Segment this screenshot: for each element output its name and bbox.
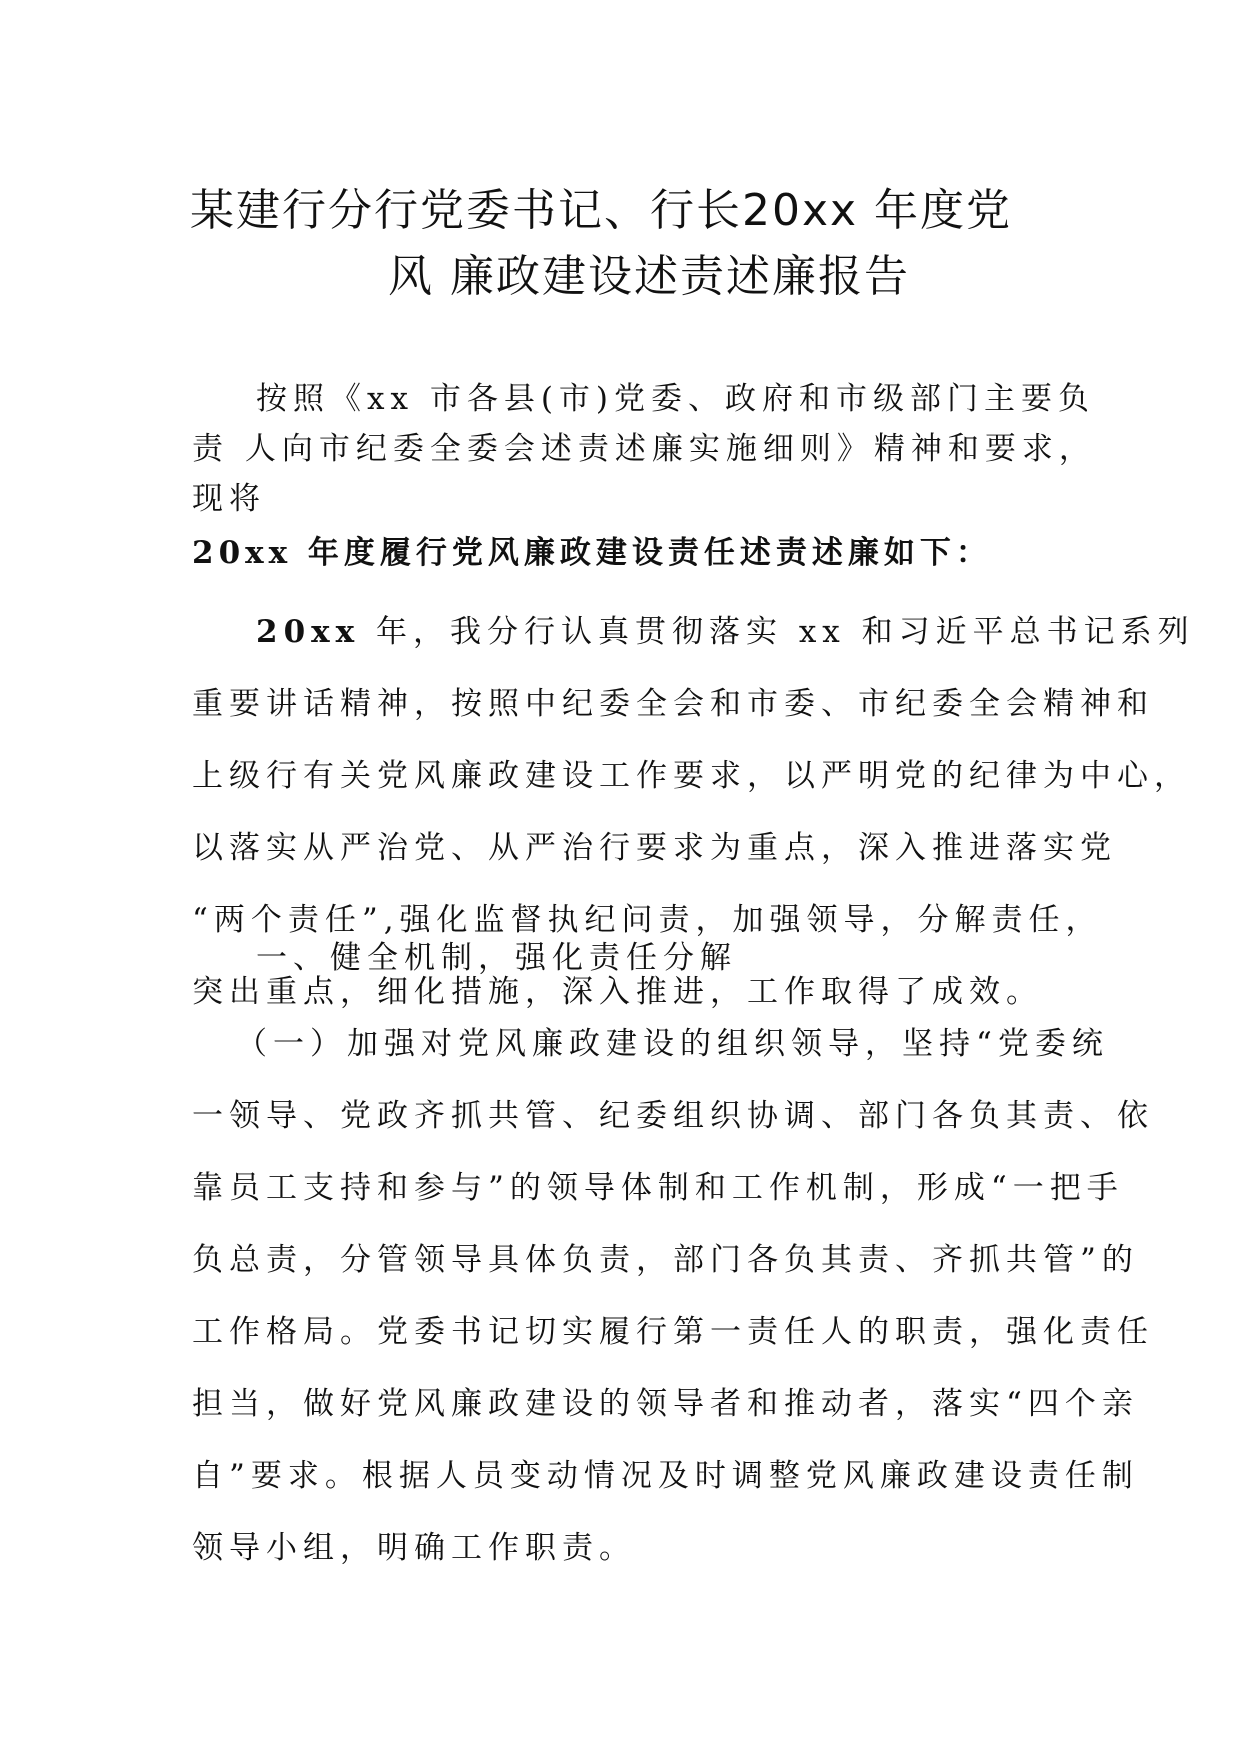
overview-line-4: 以落实从严治党、从严治行要求为重点，深入推进落实党 <box>192 830 1117 866</box>
overview-line-3: 上级行有关党风廉政建设工作要求，以严明党的纪律为中心， <box>192 758 1191 794</box>
leadership-line-7: 自”要求。根据人员变动情况及时调整党风廉政建设责任制 <box>192 1458 1139 1494</box>
overview-line-6: 突出重点，细化措施，深入推进，工作取得了成效。 <box>192 974 1043 1010</box>
leadership-line-8: 领导小组，明确工作职责。 <box>192 1530 636 1566</box>
document-title <box>190 178 1070 310</box>
overview-line-1 <box>192 596 1195 668</box>
intro-line-4: 20xx 年度履行党风廉政建设责任述责述廉如下： <box>192 535 992 571</box>
year-lead: 20xx <box>256 614 361 650</box>
leadership-line-4: 负总责，分管领导具体负责，部门各负其责、齐抓共管”的 <box>192 1242 1139 1278</box>
leadership-line-3: 靠员工支持和参与”的领导体制和工作机制，形成“一把手 <box>192 1170 1124 1206</box>
paragraph-leadership <box>192 1008 1154 1584</box>
section-heading-1 <box>192 928 1072 988</box>
intro-line-2: 责 人向市纪委全委会述责述廉实施细则》精神和要求， <box>192 431 1096 467</box>
title-line-1: 某建行分行党委书记、行长20xx 年度党 <box>190 185 1013 236</box>
section-heading-1-text: 一、健全机制，强化责任分解 <box>256 940 737 976</box>
overview-line-2: 重要讲话精神，按照中纪委全会和市委、市纪委全会精神和 <box>192 686 1154 722</box>
leadership-line-6: 担当，做好党风廉政建设的领导者和推动者，落实“四个亲 <box>192 1386 1139 1422</box>
intro-line-3: 现将 <box>192 481 266 517</box>
intro-paragraph <box>192 374 1096 578</box>
leadership-line-5: 工作格局。党委书记切实履行第一责任人的职责，强化责任 <box>192 1314 1154 1350</box>
overview-line-5: “两个责任”,强化监督执纪问责，加强领导，分解责任， <box>192 902 1103 938</box>
overview-line-1-text: 年，我分行认真贯彻落实 xx 和习近平总书记系列 <box>360 614 1195 650</box>
leadership-line-1: （一）加强对党风廉政建设的组织领导，坚持“党委统 <box>236 1026 1109 1062</box>
intro-line-1: 按照《xx 市各县(市)党委、政府和市级部门主要负 <box>256 381 1096 417</box>
title-line-2: 风 廉政建设述责述廉报告 <box>388 251 910 302</box>
leadership-line-2: 一领导、党政齐抓共管、纪委组织协调、部门各负其责、依 <box>192 1098 1154 1134</box>
